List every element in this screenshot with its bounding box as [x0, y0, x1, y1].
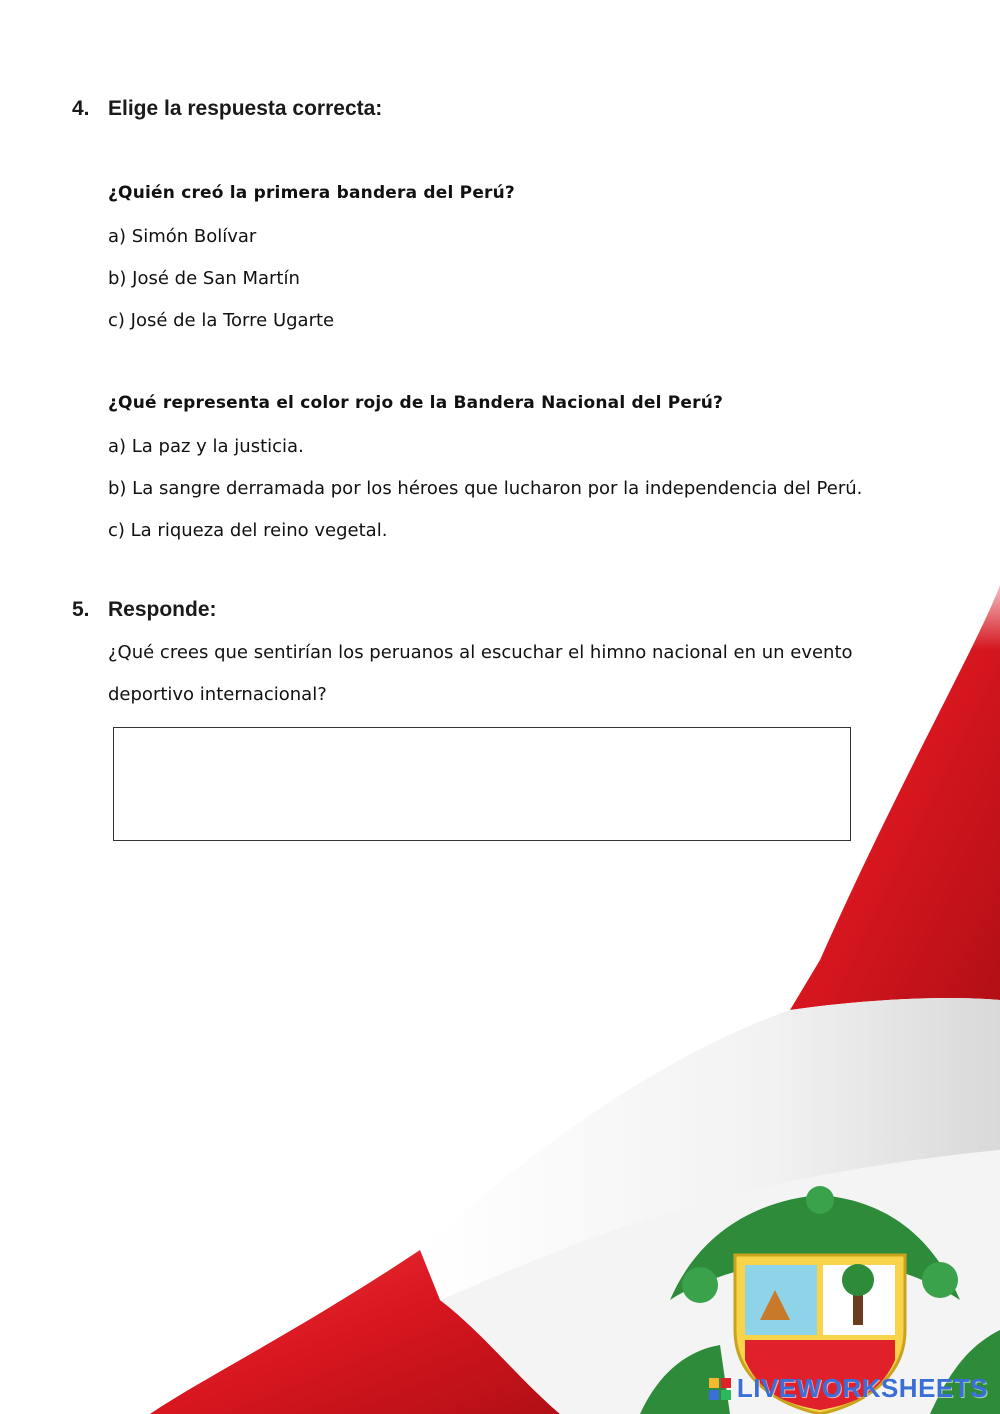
question-1-option-c[interactable]: c) José de la Torre Ugarte: [108, 310, 335, 331]
section-4-heading: [72, 97, 382, 121]
question-1-text: ¿Quién creó la primera bandera del Perú?: [108, 183, 515, 203]
watermark-text: LIVEWORKSHEETS: [736, 1373, 988, 1403]
section-4-title: Elige la respuesta correcta:: [108, 97, 383, 120]
section-5-heading: [72, 598, 217, 622]
section-5-prompt: ¿Qué crees que sentirían los peruanos al escuchar el himno nacional en un evento deportivo internacional?: [108, 642, 853, 705]
section-5-title: Responde:: [108, 598, 217, 621]
answer-text-field[interactable]: [113, 727, 851, 841]
section-4-number: 4.: [72, 97, 90, 120]
liveworksheets-logo-icon: [709, 1378, 731, 1400]
question-2-option-c[interactable]: c) La riqueza del reino vegetal.: [108, 520, 388, 541]
question-2-option-a[interactable]: a) La paz y la justicia.: [108, 436, 304, 457]
liveworksheets-watermark[interactable]: [709, 1373, 988, 1404]
section-5-number: 5.: [72, 598, 90, 621]
question-1-option-b[interactable]: b) José de San Martín: [108, 268, 300, 289]
question-2-text: ¿Qué representa el color rojo de la Bandera Nacional del Perú?: [108, 393, 724, 413]
question-2-option-b[interactable]: b) La sangre derramada por los héroes que lucharon por la independencia del Perú.: [108, 478, 863, 499]
question-1-option-a[interactable]: a) Simón Bolívar: [108, 226, 257, 247]
